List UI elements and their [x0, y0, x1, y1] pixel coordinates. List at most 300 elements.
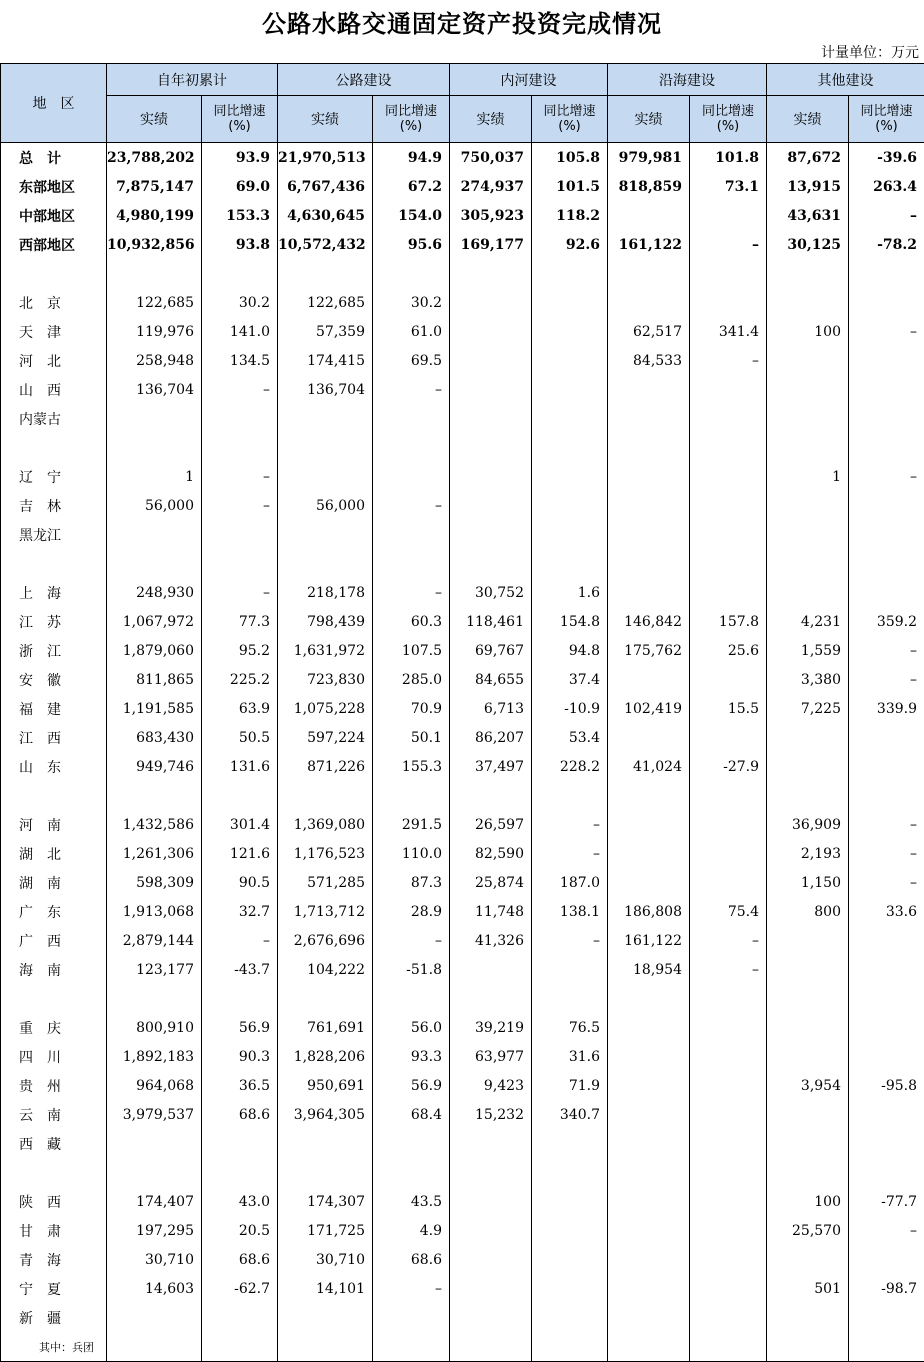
growth-header-line2: (%): [716, 119, 740, 134]
growth-header: [849, 96, 924, 143]
growth-header-line1: 同比增速: [213, 104, 266, 119]
region-name-cell: 浙 江: [1, 636, 107, 665]
actual-value-cell: [107, 433, 202, 462]
growth-value-cell: 30.2: [373, 288, 450, 317]
growth-value-cell: 95.6: [373, 230, 450, 259]
region-name-cell: 中部地区: [1, 201, 107, 230]
actual-value-cell: 84,533: [608, 346, 690, 375]
actual-value-cell: 119,976: [107, 317, 202, 346]
growth-value-cell: 68.4: [373, 1100, 450, 1129]
actual-value-cell: [278, 549, 373, 578]
region-name-cell: 西 藏: [1, 1129, 107, 1158]
actual-value-cell: [608, 462, 690, 491]
actual-value-cell: 30,710: [278, 1245, 373, 1274]
actual-value-cell: 146,842: [608, 607, 690, 636]
growth-value-cell: [532, 375, 608, 404]
investment-table: [0, 63, 924, 1362]
region-name-cell: 山 西: [1, 375, 107, 404]
growth-value-cell: [690, 1158, 767, 1187]
actual-header: 实绩: [767, 96, 849, 143]
growth-value-cell: –: [849, 201, 924, 230]
growth-value-cell: 134.5: [202, 346, 278, 375]
actual-value-cell: [767, 1013, 849, 1042]
growth-value-cell: [373, 433, 450, 462]
growth-value-cell: [202, 1158, 278, 1187]
actual-value-cell: 9,423: [450, 1071, 532, 1100]
actual-value-cell: [767, 520, 849, 549]
growth-value-cell: [690, 1245, 767, 1274]
actual-value-cell: 197,295: [107, 1216, 202, 1245]
region-name-cell: 湖 南: [1, 868, 107, 897]
growth-value-cell: 69.5: [373, 346, 450, 375]
actual-value-cell: [450, 549, 532, 578]
region-name-cell: 贵 州: [1, 1071, 107, 1100]
actual-value-cell: 82,590: [450, 839, 532, 868]
actual-value-cell: [450, 462, 532, 491]
growth-value-cell: –: [849, 636, 924, 665]
region-header: 地 区: [1, 64, 107, 143]
actual-value-cell: 86,207: [450, 723, 532, 752]
growth-value-cell: [532, 520, 608, 549]
actual-value-cell: [608, 1158, 690, 1187]
growth-value-cell: [202, 549, 278, 578]
actual-value-cell: 14,101: [278, 1274, 373, 1303]
actual-value-cell: 62,517: [608, 317, 690, 346]
actual-value-cell: 1,176,523: [278, 839, 373, 868]
table-row: [1, 1013, 924, 1042]
growth-value-cell: 138.1: [532, 897, 608, 926]
table-row: [1, 607, 924, 636]
growth-value-cell: 37.4: [532, 665, 608, 694]
actual-value-cell: [767, 1042, 849, 1071]
growth-value-cell: 155.3: [373, 752, 450, 781]
growth-value-cell: 4.9: [373, 1216, 450, 1245]
actual-value-cell: 36,909: [767, 810, 849, 839]
actual-value-cell: [450, 1332, 532, 1362]
growth-value-cell: 118.2: [532, 201, 608, 230]
growth-value-cell: [202, 1303, 278, 1332]
growth-value-cell: [202, 781, 278, 810]
growth-value-cell: 73.1: [690, 172, 767, 201]
growth-value-cell: 105.8: [532, 143, 608, 173]
actual-value-cell: 122,685: [107, 288, 202, 317]
actual-value-cell: [107, 404, 202, 433]
growth-value-cell: 141.0: [202, 317, 278, 346]
table-row: [1, 955, 924, 984]
actual-value-cell: [450, 288, 532, 317]
actual-value-cell: 248,930: [107, 578, 202, 607]
actual-value-cell: 43,631: [767, 201, 849, 230]
growth-value-cell: [373, 984, 450, 1013]
growth-value-cell: 67.2: [373, 172, 450, 201]
actual-value-cell: 1,631,972: [278, 636, 373, 665]
growth-value-cell: [849, 955, 924, 984]
actual-value-cell: [278, 781, 373, 810]
growth-value-cell: 69.0: [202, 172, 278, 201]
growth-value-cell: -51.8: [373, 955, 450, 984]
spacer-row: [1, 984, 924, 1013]
growth-value-cell: 339.9: [849, 694, 924, 723]
growth-value-cell: [532, 1129, 608, 1158]
unit-label: 计量单位：万元: [821, 45, 919, 61]
table-row: [1, 897, 924, 926]
actual-value-cell: 39,219: [450, 1013, 532, 1042]
actual-value-cell: 136,704: [107, 375, 202, 404]
actual-header: 实绩: [450, 96, 532, 143]
actual-value-cell: 761,691: [278, 1013, 373, 1042]
actual-value-cell: [608, 810, 690, 839]
region-name-cell: 总 计: [1, 143, 107, 173]
actual-value-cell: 2,193: [767, 839, 849, 868]
growth-value-cell: [532, 288, 608, 317]
growth-value-cell: -77.7: [849, 1187, 924, 1216]
growth-value-cell: 153.3: [202, 201, 278, 230]
growth-value-cell: –: [849, 810, 924, 839]
table-row: [1, 694, 924, 723]
actual-value-cell: [450, 781, 532, 810]
growth-value-cell: 340.7: [532, 1100, 608, 1129]
growth-value-cell: 77.3: [202, 607, 278, 636]
growth-value-cell: 101.5: [532, 172, 608, 201]
growth-value-cell: [202, 404, 278, 433]
table-row: [1, 752, 924, 781]
growth-value-cell: 70.9: [373, 694, 450, 723]
growth-value-cell: [532, 955, 608, 984]
growth-value-cell: -39.6: [849, 143, 924, 173]
region-name-cell: 辽 宁: [1, 462, 107, 491]
actual-header: 实绩: [107, 96, 202, 143]
growth-header-line1: 同比增速: [860, 104, 913, 119]
actual-value-cell: [107, 520, 202, 549]
growth-value-cell: 60.3: [373, 607, 450, 636]
region-name-cell: 吉 林: [1, 491, 107, 520]
region-name-cell: 天 津: [1, 317, 107, 346]
growth-value-cell: –: [849, 839, 924, 868]
growth-value-cell: –: [373, 375, 450, 404]
actual-value-cell: [450, 1129, 532, 1158]
growth-value-cell: [690, 1332, 767, 1362]
actual-value-cell: 30,710: [107, 1245, 202, 1274]
region-name-cell: 新 疆: [1, 1303, 107, 1332]
actual-value-cell: 258,948: [107, 346, 202, 375]
actual-value-cell: 798,439: [278, 607, 373, 636]
growth-value-cell: -43.7: [202, 955, 278, 984]
growth-value-cell: –: [373, 926, 450, 955]
actual-header: 实绩: [608, 96, 690, 143]
region-name-cell: [1, 259, 107, 288]
growth-header-line1: 同比增速: [701, 104, 754, 119]
growth-value-cell: [532, 462, 608, 491]
growth-value-cell: 20.5: [202, 1216, 278, 1245]
actual-value-cell: 683,430: [107, 723, 202, 752]
growth-value-cell: 68.6: [202, 1100, 278, 1129]
actual-value-cell: 186,808: [608, 897, 690, 926]
growth-value-cell: –: [373, 578, 450, 607]
actual-value-cell: [608, 665, 690, 694]
actual-value-cell: [767, 1303, 849, 1332]
growth-value-cell: [202, 1129, 278, 1158]
actual-value-cell: [278, 1332, 373, 1362]
actual-value-cell: 598,309: [107, 868, 202, 897]
growth-value-cell: 131.6: [202, 752, 278, 781]
actual-value-cell: [450, 491, 532, 520]
actual-value-cell: [450, 1303, 532, 1332]
actual-value-cell: [767, 346, 849, 375]
table-row: [1, 578, 924, 607]
growth-value-cell: [202, 1332, 278, 1362]
growth-value-cell: [532, 1332, 608, 1362]
growth-value-cell: [690, 375, 767, 404]
growth-value-cell: [532, 1187, 608, 1216]
growth-value-cell: [202, 433, 278, 462]
growth-value-cell: [690, 1071, 767, 1100]
growth-header: [690, 96, 767, 143]
actual-value-cell: [450, 375, 532, 404]
actual-value-cell: [767, 1158, 849, 1187]
actual-value-cell: [608, 578, 690, 607]
region-name-cell: 广 东: [1, 897, 107, 926]
actual-value-cell: 2,676,696: [278, 926, 373, 955]
growth-value-cell: –: [849, 1216, 924, 1245]
spacer-row: [1, 549, 924, 578]
table-row: [1, 143, 924, 173]
region-name-cell: 河 南: [1, 810, 107, 839]
table-row: [1, 375, 924, 404]
group-header-other: 其他建设: [767, 64, 924, 96]
growth-value-cell: –: [202, 491, 278, 520]
growth-value-cell: 61.0: [373, 317, 450, 346]
table-row: [1, 839, 924, 868]
spacer-row: [1, 781, 924, 810]
actual-value-cell: 30,752: [450, 578, 532, 607]
growth-value-cell: [690, 839, 767, 868]
actual-value-cell: 1,828,206: [278, 1042, 373, 1071]
growth-value-cell: [849, 549, 924, 578]
table-row: [1, 1129, 924, 1158]
actual-value-cell: [107, 549, 202, 578]
actual-value-cell: [767, 288, 849, 317]
region-name-cell: 江 苏: [1, 607, 107, 636]
growth-value-cell: [532, 404, 608, 433]
region-name-cell: 宁 夏: [1, 1274, 107, 1303]
growth-value-cell: [849, 375, 924, 404]
growth-value-cell: [849, 404, 924, 433]
growth-value-cell: [373, 259, 450, 288]
actual-value-cell: 811,865: [107, 665, 202, 694]
growth-value-cell: [690, 520, 767, 549]
growth-value-cell: 93.3: [373, 1042, 450, 1071]
actual-value-cell: [278, 984, 373, 1013]
growth-value-cell: [373, 1129, 450, 1158]
actual-value-cell: [450, 404, 532, 433]
actual-value-cell: 1,369,080: [278, 810, 373, 839]
growth-value-cell: [373, 1332, 450, 1362]
actual-value-cell: 136,704: [278, 375, 373, 404]
region-name-cell: 北 京: [1, 288, 107, 317]
actual-value-cell: [107, 984, 202, 1013]
table-row: [1, 1332, 924, 1362]
table-body: [1, 143, 924, 1362]
growth-value-cell: [690, 1100, 767, 1129]
actual-value-cell: [608, 1245, 690, 1274]
actual-value-cell: 122,685: [278, 288, 373, 317]
actual-value-cell: [107, 1158, 202, 1187]
actual-value-cell: 56,000: [278, 491, 373, 520]
region-name-cell: 湖 北: [1, 839, 107, 868]
growth-value-cell: [690, 491, 767, 520]
actual-value-cell: [608, 404, 690, 433]
growth-value-cell: [532, 781, 608, 810]
growth-value-cell: [849, 723, 924, 752]
group-header-inland: 内河建设: [450, 64, 608, 96]
actual-value-cell: 57,359: [278, 317, 373, 346]
region-name-cell: 重 庆: [1, 1013, 107, 1042]
actual-value-cell: 6,767,436: [278, 172, 373, 201]
actual-value-cell: 1,879,060: [107, 636, 202, 665]
growth-value-cell: 32.7: [202, 897, 278, 926]
actual-value-cell: [767, 1332, 849, 1362]
actual-value-cell: 7,225: [767, 694, 849, 723]
growth-value-cell: [373, 520, 450, 549]
growth-value-cell: [532, 317, 608, 346]
growth-value-cell: -62.7: [202, 1274, 278, 1303]
growth-value-cell: 87.3: [373, 868, 450, 897]
actual-value-cell: 964,068: [107, 1071, 202, 1100]
actual-value-cell: [278, 520, 373, 549]
actual-value-cell: [767, 578, 849, 607]
actual-value-cell: 950,691: [278, 1071, 373, 1100]
actual-value-cell: 1,150: [767, 868, 849, 897]
growth-value-cell: [532, 1274, 608, 1303]
growth-value-cell: 92.6: [532, 230, 608, 259]
growth-value-cell: [849, 926, 924, 955]
growth-value-cell: [373, 549, 450, 578]
growth-value-cell: [849, 1158, 924, 1187]
table-row: [1, 491, 924, 520]
growth-value-cell: 154.0: [373, 201, 450, 230]
actual-value-cell: 25,874: [450, 868, 532, 897]
growth-value-cell: [532, 984, 608, 1013]
growth-value-cell: [532, 491, 608, 520]
actual-value-cell: 41,024: [608, 752, 690, 781]
actual-value-cell: [450, 1187, 532, 1216]
table-row: [1, 346, 924, 375]
actual-value-cell: 102,419: [608, 694, 690, 723]
actual-value-cell: [107, 1129, 202, 1158]
region-name-cell: 黑龙江: [1, 520, 107, 549]
growth-value-cell: 63.9: [202, 694, 278, 723]
actual-value-cell: [767, 375, 849, 404]
growth-value-cell: [373, 781, 450, 810]
growth-value-cell: [690, 1187, 767, 1216]
table-row: [1, 723, 924, 752]
actual-value-cell: [608, 433, 690, 462]
growth-value-cell: [690, 1129, 767, 1158]
actual-value-cell: 218,178: [278, 578, 373, 607]
actual-value-cell: [107, 259, 202, 288]
growth-value-cell: [849, 1332, 924, 1362]
actual-value-cell: 1,432,586: [107, 810, 202, 839]
growth-value-cell: 25.6: [690, 636, 767, 665]
growth-value-cell: –: [202, 578, 278, 607]
actual-value-cell: 3,979,537: [107, 1100, 202, 1129]
growth-value-cell: 30.2: [202, 288, 278, 317]
actual-value-cell: [767, 404, 849, 433]
actual-value-cell: [608, 549, 690, 578]
actual-value-cell: [767, 1129, 849, 1158]
actual-value-cell: [107, 1303, 202, 1332]
actual-value-cell: 979,981: [608, 143, 690, 173]
actual-value-cell: [450, 520, 532, 549]
actual-value-cell: [278, 404, 373, 433]
actual-value-cell: 750,037: [450, 143, 532, 173]
actual-header: 实绩: [278, 96, 373, 143]
growth-value-cell: 228.2: [532, 752, 608, 781]
actual-value-cell: [450, 346, 532, 375]
actual-value-cell: 305,923: [450, 201, 532, 230]
growth-value-cell: [849, 1303, 924, 1332]
growth-value-cell: 187.0: [532, 868, 608, 897]
actual-value-cell: 4,980,199: [107, 201, 202, 230]
actual-value-cell: [767, 752, 849, 781]
region-name-cell: 四 川: [1, 1042, 107, 1071]
table-row: [1, 1274, 924, 1303]
growth-value-cell: [373, 1303, 450, 1332]
table-row: [1, 1071, 924, 1100]
growth-value-cell: [690, 259, 767, 288]
actual-value-cell: 18,954: [608, 955, 690, 984]
actual-value-cell: [450, 955, 532, 984]
actual-value-cell: 37,497: [450, 752, 532, 781]
growth-value-cell: 1.6: [532, 578, 608, 607]
growth-header: [202, 96, 278, 143]
region-name-cell: 广 西: [1, 926, 107, 955]
region-name-cell: [1, 433, 107, 462]
growth-value-cell: 33.6: [849, 897, 924, 926]
growth-value-cell: –: [202, 926, 278, 955]
actual-value-cell: [608, 520, 690, 549]
region-name-cell: 安 徽: [1, 665, 107, 694]
actual-value-cell: [767, 955, 849, 984]
actual-value-cell: 10,932,856: [107, 230, 202, 259]
growth-value-cell: [849, 1129, 924, 1158]
growth-value-cell: 53.4: [532, 723, 608, 752]
actual-value-cell: 949,746: [107, 752, 202, 781]
growth-value-cell: [690, 1216, 767, 1245]
actual-value-cell: [450, 984, 532, 1013]
actual-value-cell: [608, 868, 690, 897]
growth-value-cell: 76.5: [532, 1013, 608, 1042]
region-name-cell: 海 南: [1, 955, 107, 984]
growth-value-cell: –: [690, 230, 767, 259]
actual-value-cell: 1,075,228: [278, 694, 373, 723]
actual-value-cell: 13,915: [767, 172, 849, 201]
actual-value-cell: 100: [767, 1187, 849, 1216]
growth-value-cell: [532, 433, 608, 462]
growth-value-cell: –: [849, 868, 924, 897]
growth-value-cell: [849, 1245, 924, 1274]
spacer-row: [1, 1158, 924, 1187]
growth-header: [532, 96, 608, 143]
growth-value-cell: 285.0: [373, 665, 450, 694]
region-name-cell: 甘 肃: [1, 1216, 107, 1245]
table-row: [1, 636, 924, 665]
table-row: [1, 172, 924, 201]
actual-value-cell: 1,713,712: [278, 897, 373, 926]
growth-header-line2: (%): [875, 119, 898, 134]
table-row: [1, 462, 924, 491]
actual-value-cell: 161,122: [608, 926, 690, 955]
